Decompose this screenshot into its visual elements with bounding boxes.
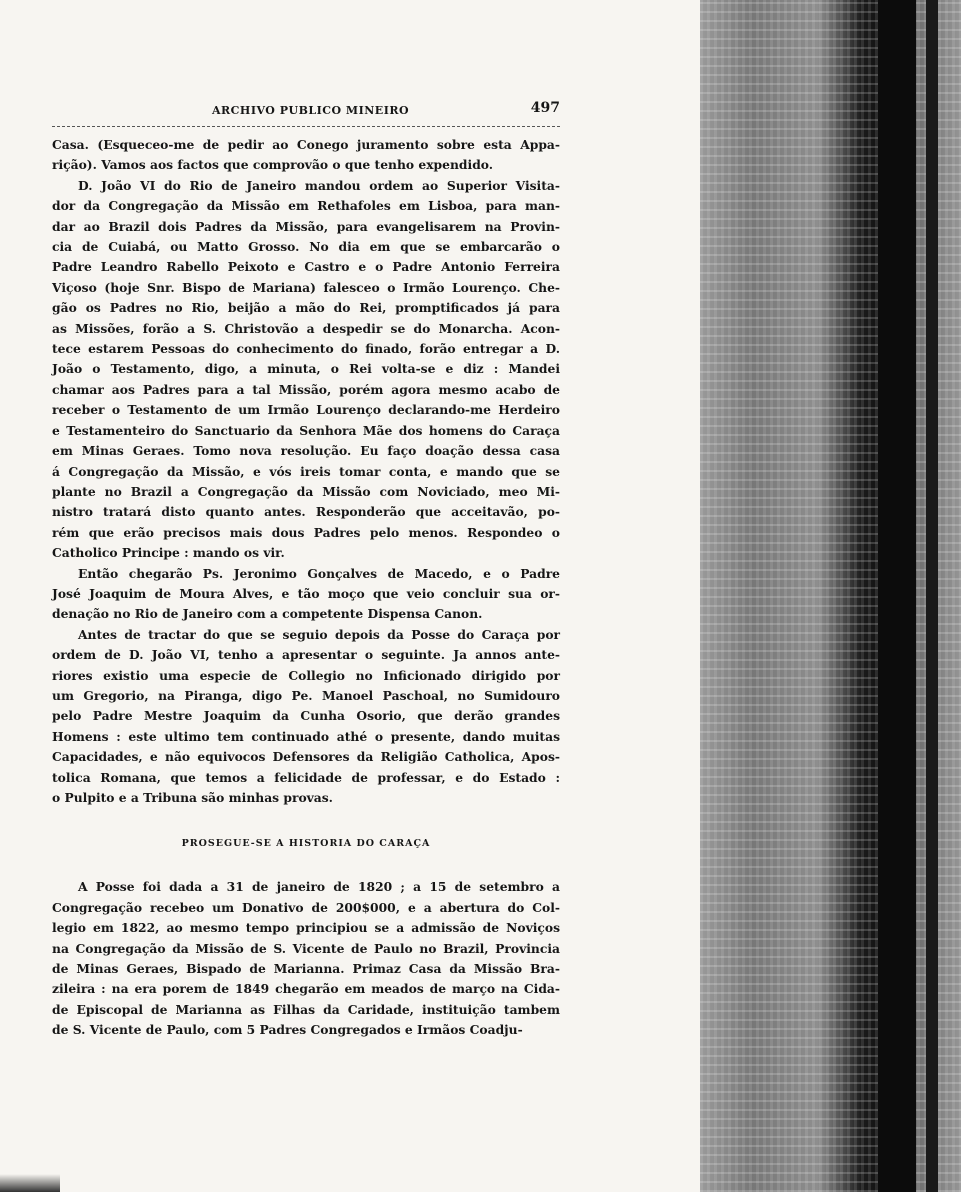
text-line: as Missões, forão a S. Christovão a despedir se do Monarcha. Acon- [52, 320, 560, 336]
text-line: chamar aos Padres para a tal Missão, porém agora mesmo acabo de [52, 381, 560, 397]
gutter-shadow [878, 0, 916, 1192]
text-line: Congregação recebeo um Donativo de 200$000, e a abertura do Col- [52, 899, 560, 915]
text-line: na Congregação da Missão de S. Vicente de Paulo no Brazil, Provincia [52, 940, 560, 956]
text-line: gão os Padres no Rio, beijão a mão do Rei, promptificados já para [52, 300, 560, 316]
text-line: José Joaquim de Moura Alves, e tão moço que veio concluir sua or- [52, 585, 560, 601]
text-line: Catholico Principe : mando os vir. [52, 545, 285, 561]
running-title: ARCHIVO PUBLICO MINEIRO [212, 104, 410, 117]
paragraph [52, 625, 560, 809]
text-line: dor da Congregação da Missão em Rethafoles em Lisboa, para man- [52, 198, 560, 214]
text-line: de S. Vicente de Paulo, com 5 Padres Congregados e Irmãos Coadju- [52, 1022, 523, 1038]
corner-shadow [0, 1174, 60, 1192]
text-line: Capacidades, e não equivocos Defensores da Religião Catholica, Apos- [52, 749, 560, 765]
text-line: á Congregação da Missão, e vós ireis tomar conta, e mando que se [52, 463, 560, 479]
text-line: tolica Romana, que temos a felicidade de professar, e do Estado : [52, 769, 560, 785]
text-line: Antes de tractar do que se seguio depois da Posse do Caraça por [78, 626, 560, 642]
text-line: e Testamenteiro do Sanctuario da Senhora Mãe dos homens do Caraça [52, 422, 560, 438]
text-line: A Posse foi dada a 31 de janeiro de 1820 ; a 15 de setembro a [78, 879, 560, 895]
paragraph [52, 176, 560, 564]
section-heading: PROSEGUE-SE A HISTORIA DO CARAÇA [181, 838, 431, 850]
text-line: legio em 1822, ao mesmo tempo principiou se a admissão de Noviços [52, 920, 560, 936]
text-line: dar ao Brazil dois Padres da Missão, para evangelisarem na Provin- [52, 218, 560, 234]
text-block [52, 100, 560, 1041]
paragraph [52, 135, 560, 176]
text-line: rição). Vamos aos factos que comprovão o que tenho expendido. [52, 157, 494, 173]
text-line: cia de Cuiabá, ou Matto Grosso. No dia em que se embarcarão o [52, 239, 560, 255]
book-gutter-facing-page [700, 0, 961, 1192]
text-line: Casa. (Esqueceo-me de pedir ao Conego juramento sobre esta Appa- [52, 137, 560, 152]
text-line: um Gregorio, na Piranga, digo Pe. Manoel Paschoal, no Sumidouro [52, 687, 560, 703]
text-line: rém que erão precisos mais dous Padres pelo menos. Respondeo o [52, 524, 560, 540]
body-text-bottom [52, 877, 560, 1040]
text-line: nistro tratará disto quanto antes. Responderão que acceitavão, po- [52, 504, 560, 520]
text-line: D. João VI do Rio de Janeiro mandou ordem ao Superior Visita- [78, 177, 560, 193]
text-line: plante no Brazil a Congregação da Missão com Noviciado, meo Mi- [52, 483, 560, 499]
text-line: de Minas Geraes, Bispado de Marianna. Primaz Casa da Missão Bra- [52, 961, 560, 977]
text-line: João o Testamento, digo, a minuta, o Rei volta-se e diz : Mandei [52, 361, 560, 377]
text-line: Padre Leandro Rabello Peixoto e Castro e o Padre Antonio Ferreira [52, 259, 560, 275]
page-number: 497 [530, 100, 560, 116]
text-line: o Pulpito e a Tribuna são minhas provas. [52, 790, 333, 805]
text-line: Homens : este ultimo tem continuado athé o presente, dando muitas [52, 728, 560, 744]
text-line: ordem de D. João VI, tenho a apresentar o seguinte. Ja annos ante- [52, 647, 560, 663]
text-line: denação no Rio de Janeiro com a competente Dispensa Canon. [52, 606, 483, 622]
gutter-edge [926, 0, 938, 1192]
text-line: em Minas Geraes. Tomo nova resolução. Eu faço doação dessa casa [52, 443, 560, 459]
text-line: Então chegarão Ps. Jeronimo Gonçalves de Macedo, e o Padre [78, 565, 560, 581]
text-line: tece estarem Pessoas do conhecimento do finado, forão entregar a D. [52, 341, 560, 357]
running-head [52, 100, 560, 127]
body-text-top [52, 135, 560, 808]
text-line: Viçoso (hoje Snr. Bispo de Mariana) falesceo o Irmão Lourenço. Che- [52, 279, 560, 295]
text-line: de Episcopal de Marianna as Filhas da Caridade, instituição tambem [52, 1001, 560, 1017]
paragraph [52, 564, 560, 625]
paragraph [52, 877, 560, 1040]
text-line: riores existio uma especie de Collegio no Inficionado dirigido por [52, 667, 560, 683]
text-line: zileira : na era porem de 1849 chegarão em meados de março na Cida- [52, 981, 560, 997]
text-line: receber o Testamento de um Irmão Lourenço declarando-me Herdeiro [52, 402, 560, 418]
text-line: pelo Padre Mestre Joaquim da Cunha Osorio, que derão grandes [52, 708, 560, 724]
